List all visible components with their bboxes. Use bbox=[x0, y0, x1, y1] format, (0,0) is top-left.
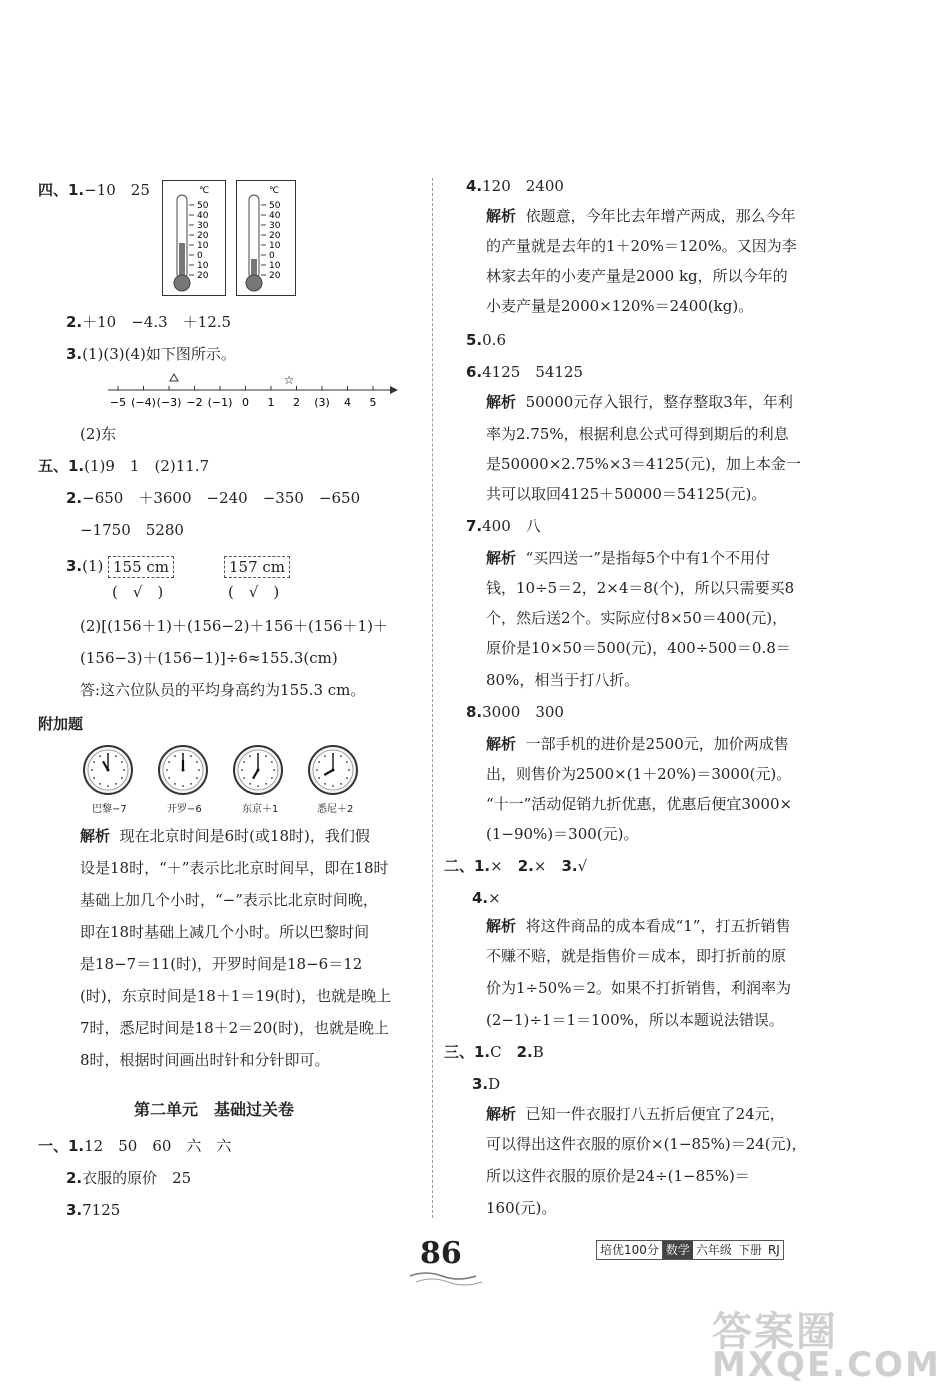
q-label: 3. bbox=[66, 345, 83, 363]
r-s2-line-2: 不赚不赔，就是指售价＝成本，即打折前的原 bbox=[486, 947, 787, 965]
thermometer-2 bbox=[236, 180, 296, 296]
q-label: 三、1. bbox=[444, 1043, 491, 1061]
answer-text: 0.6 bbox=[482, 331, 506, 349]
answer-text: B bbox=[532, 1043, 544, 1061]
answer-text: 7125 bbox=[82, 1201, 121, 1219]
q-label: 一、1. bbox=[38, 1137, 85, 1155]
extra-analysis-line-8: 8时，根据时间画出时针和分针即可。 bbox=[80, 1051, 330, 1069]
thermometer-1-drawing bbox=[163, 181, 225, 295]
r-q4-line-2: 的产量就是去年的1＋20%＝120%。又因为李 bbox=[486, 237, 797, 255]
r-q4-line-4: 小麦产量是2000×120%＝2400(kg)。 bbox=[486, 297, 754, 315]
unit2-q1 bbox=[38, 1136, 231, 1156]
tag-series: 培优100分 bbox=[597, 1241, 663, 1259]
watermark-url: MXQE.COM bbox=[712, 1345, 941, 1385]
therm-tick-label: 20 bbox=[269, 231, 281, 241]
check-1: ( √ ) bbox=[112, 583, 164, 601]
number-line-label: (3) bbox=[314, 396, 330, 409]
r-q7-line-2: 钱，10÷5＝2，2×4＝8(个)，所以只需要买8 bbox=[486, 579, 795, 597]
answer-text: × bbox=[533, 857, 562, 875]
height-box-2-text: 157 cm bbox=[224, 556, 290, 578]
answer-text: 12 50 60 六 六 bbox=[84, 1137, 232, 1155]
analysis-label: 解析 bbox=[486, 393, 517, 411]
thermometer-2-drawing bbox=[237, 181, 295, 295]
therm-tick-label: 10 bbox=[269, 241, 281, 251]
q-label: 3. bbox=[561, 857, 578, 875]
tag-grade: 六年级 bbox=[695, 1243, 732, 1257]
analysis-label: 解析 bbox=[486, 1105, 517, 1123]
number-line-label: (−3) bbox=[156, 396, 182, 409]
extra-analysis-line-1 bbox=[80, 826, 370, 846]
extra-analysis-line-2: 设是18时，“＋”表示比北京时间早，即在18时 bbox=[80, 859, 389, 877]
height-box-1 bbox=[108, 556, 174, 578]
clock-caption: 巴黎−7 bbox=[92, 804, 127, 815]
clock-caption: 开罗−6 bbox=[167, 804, 202, 815]
s5-q3 bbox=[66, 556, 103, 576]
therm-tick-label: 20 bbox=[269, 271, 281, 281]
analysis-text: 将这件商品的成本看成“1”，打五折销售 bbox=[525, 917, 791, 935]
therm-tick-label: 40 bbox=[197, 211, 209, 221]
therm-tick-label: 20 bbox=[197, 271, 209, 281]
r-s3-q3 bbox=[472, 1074, 500, 1094]
answer-text: D bbox=[488, 1075, 501, 1093]
s5-q2 bbox=[66, 488, 360, 508]
number-line-label: −5 bbox=[109, 396, 127, 409]
number-line-label: 5 bbox=[369, 396, 377, 409]
unit2-q2 bbox=[66, 1168, 191, 1188]
therm-ticks bbox=[189, 201, 209, 281]
s4-q3 bbox=[66, 344, 236, 364]
r-s2-line-4: (2−1)÷1＝1＝100%，所以本题说法错误。 bbox=[486, 1011, 784, 1029]
q-label: 4. bbox=[472, 889, 489, 907]
number-line-label: −2 bbox=[186, 396, 203, 409]
r-s3-line-2: 可以得出这件衣服的原价×(1−85%)＝24(元)， bbox=[486, 1135, 807, 1153]
analysis-text: 依题意，今年比去年增产两成，那么今年 bbox=[525, 207, 796, 225]
q-label: 6. bbox=[466, 363, 483, 381]
s5-q3-line3: (156−3)＋(156−1)]÷6≈155.3(cm) bbox=[80, 649, 338, 667]
unit2-q3 bbox=[66, 1200, 120, 1220]
clock-face-icon bbox=[82, 744, 134, 800]
q-label: 五、1. bbox=[38, 457, 85, 475]
s5-q2-line2: −1750 5280 bbox=[80, 521, 184, 539]
clock-drawing bbox=[157, 744, 209, 796]
number-line-label: 0 bbox=[242, 396, 249, 409]
r-q4-line-3: 林家去年的小麦产量是2000 kg，所以今年的 bbox=[486, 267, 788, 285]
analysis-text: 已知一件衣服打八五折后便宜了24元， bbox=[525, 1105, 785, 1123]
r-q8-line-4: (1−90%)＝300(元)。 bbox=[486, 825, 639, 843]
s4-q1 bbox=[38, 180, 150, 200]
analysis-label: 解析 bbox=[486, 917, 517, 935]
number-line-ticks bbox=[110, 386, 377, 409]
book-tag bbox=[596, 1240, 784, 1260]
q-label: 8. bbox=[466, 703, 483, 721]
q-label: 3. bbox=[472, 1075, 489, 1093]
extra-analysis-line-5: 是18−7＝11(时)，开罗时间是18−6＝12 bbox=[80, 955, 363, 973]
wave-ornament-icon bbox=[406, 1268, 486, 1286]
q-label: 二、1. bbox=[444, 857, 491, 875]
therm-tick-label: 0 bbox=[269, 251, 275, 261]
answer-text: 4125 54125 bbox=[482, 363, 584, 381]
thermometer-1 bbox=[162, 180, 226, 296]
answer-text: (1)9 1 (2)11.7 bbox=[84, 457, 210, 475]
number-line-label: (−4) bbox=[131, 396, 156, 409]
r-q4 bbox=[466, 176, 564, 196]
extra-analysis-line-4: 即在18时基础上减几个小时。所以巴黎时间 bbox=[80, 923, 370, 941]
analysis-label: 解析 bbox=[486, 207, 517, 225]
r-s2 bbox=[444, 856, 587, 876]
r-s3-line-4: 160(元)。 bbox=[486, 1199, 557, 1217]
answer-text: 衣服的原价 25 bbox=[82, 1169, 192, 1187]
page-number: 86 bbox=[420, 1236, 462, 1271]
answer-text: × bbox=[490, 857, 518, 875]
clock-face-icon bbox=[157, 744, 209, 800]
q-label: 3. bbox=[66, 557, 83, 575]
q-label: 2. bbox=[66, 489, 83, 507]
r-s2-line-1 bbox=[486, 916, 790, 936]
q-label: 四、1. bbox=[38, 181, 85, 199]
extra-analysis-line-6: (时)，东京时间是18＋1＝19(时)，也就是晚上 bbox=[80, 987, 392, 1005]
clock-drawing bbox=[232, 744, 284, 796]
r-s2-q4 bbox=[472, 888, 501, 908]
r-q4-line-1 bbox=[486, 206, 796, 226]
clock-drawing bbox=[82, 744, 134, 796]
r-q6-line-4: 共可以取回4125＋50000＝54125(元)。 bbox=[486, 485, 767, 503]
therm-tick-label: 30 bbox=[269, 221, 281, 231]
therm-tick-label: 10 bbox=[197, 241, 209, 251]
answer-text: −10 25 bbox=[84, 181, 150, 199]
r-q6 bbox=[466, 362, 583, 382]
analysis-label: 解析 bbox=[486, 735, 517, 753]
therm-tick-label: 50 bbox=[197, 201, 209, 211]
height-box-1-text: 155 cm bbox=[108, 556, 174, 578]
q-label: 2. bbox=[517, 857, 534, 875]
r-q8-line-3: “十一”活动促销九折优惠，优惠后便宜3000× bbox=[486, 795, 793, 813]
r-q7-line-3: 个，然后送2个。实际应付8×50＝400(元)， bbox=[486, 609, 788, 627]
column-divider bbox=[432, 178, 433, 1218]
r-q7 bbox=[466, 516, 541, 536]
analysis-text: 一部手机的进价是2500元，加价两成售 bbox=[525, 735, 789, 753]
analysis-label: 解析 bbox=[80, 827, 111, 845]
extra-title: 附加题 bbox=[38, 715, 84, 733]
clock-face-icon bbox=[307, 744, 359, 800]
number-line-label: (−1) bbox=[207, 396, 233, 409]
clock-caption: 东京＋1 bbox=[242, 804, 279, 815]
therm-tick-label: 10 bbox=[197, 261, 209, 271]
r-s2-line-3: 价为1÷50%＝2。如果不打折销售，利润率为 bbox=[486, 979, 791, 997]
therm-ticks bbox=[261, 201, 281, 281]
answer-text: × bbox=[488, 889, 501, 907]
analysis-text: “买四送一”是指每5个中有1个不用付 bbox=[525, 549, 770, 567]
answer-text: C bbox=[490, 1043, 517, 1061]
r-q5 bbox=[466, 330, 506, 350]
clock-drawing bbox=[307, 744, 359, 796]
r-q8-line-2: 出，则售价为2500×(1＋20%)＝3000(元)。 bbox=[486, 765, 792, 783]
q-label: 4. bbox=[466, 177, 483, 195]
answer-text: 120 2400 bbox=[482, 177, 564, 195]
therm-tick-label: 0 bbox=[197, 251, 203, 261]
tag-subject: 数学 bbox=[663, 1241, 693, 1259]
r-q6-line-1 bbox=[486, 392, 793, 412]
r-q6-line-2: 率为2.75%，根据利息公式可得到期后的利息 bbox=[486, 425, 789, 443]
r-s3-line-1 bbox=[486, 1104, 785, 1124]
check-2: ( √ ) bbox=[228, 583, 280, 601]
answer-text: 3000 300 bbox=[482, 703, 564, 721]
tag-term: 下册 bbox=[737, 1243, 762, 1257]
q-label: 2. bbox=[66, 1169, 83, 1187]
answer-text: √ bbox=[577, 857, 588, 875]
tag-edition: RJ bbox=[767, 1243, 780, 1257]
r-s3 bbox=[444, 1042, 544, 1062]
r-q6-line-3: 是50000×2.75%×3＝4125(元)，加上本金一 bbox=[486, 455, 801, 473]
clock-caption: 悉尼＋2 bbox=[317, 804, 354, 815]
answer-text: (1) bbox=[82, 557, 104, 575]
q-label: 2. bbox=[66, 313, 83, 331]
unit2-title: 第二单元 基础过关卷 bbox=[134, 1100, 295, 1119]
therm-unit: ℃ bbox=[199, 186, 210, 196]
extra-analysis-line-3: 基础上加几个小时，“−”表示比北京时间晚， bbox=[80, 891, 378, 909]
therm-tick-label: 30 bbox=[197, 221, 209, 231]
number-line-label: 1 bbox=[267, 396, 275, 409]
r-q8-line-1 bbox=[486, 734, 789, 754]
number-line bbox=[100, 372, 400, 412]
watermark-logo: 答案圈 bbox=[712, 1309, 838, 1355]
q-label: 2. bbox=[516, 1043, 533, 1061]
therm-unit: ℃ bbox=[269, 186, 280, 196]
s5-q3-line2: (2)[(156＋1)＋(156−2)＋156＋(156＋1)＋ bbox=[80, 617, 388, 635]
q-label: 5. bbox=[466, 331, 483, 349]
therm-tick-label: 10 bbox=[269, 261, 281, 271]
s5-q1 bbox=[38, 456, 209, 476]
q-label: 7. bbox=[466, 517, 483, 535]
extra-analysis-line-7: 7时，悉尼时间是18＋2＝20(时)，也就是晚上 bbox=[80, 1019, 389, 1037]
r-q8 bbox=[466, 702, 564, 722]
r-s3-line-3: 所以这件衣服的原价是24÷(1−85%)＝ bbox=[486, 1167, 750, 1185]
number-line-label: 2 bbox=[293, 396, 300, 409]
answer-text: ＋10 −4.3 ＋12.5 bbox=[82, 313, 232, 331]
star-marker: ☆ bbox=[283, 373, 295, 387]
therm-tick-label: 20 bbox=[197, 231, 209, 241]
s4-q2 bbox=[66, 312, 231, 332]
s5-q3-answer: 答:这六位队员的平均身高约为155.3 cm。 bbox=[80, 681, 366, 699]
q-label: 3. bbox=[66, 1201, 83, 1219]
answer-text: −650 ＋3600 −240 −350 −650 bbox=[82, 489, 361, 507]
answer-text: 400 八 bbox=[482, 517, 541, 535]
clock-face-icon bbox=[232, 744, 284, 800]
r-q7-line-1 bbox=[486, 548, 770, 568]
number-line-label: 4 bbox=[344, 396, 351, 409]
analysis-text: 现在北京时间是6时(或18时)，我们假 bbox=[119, 827, 370, 845]
analysis-label: 解析 bbox=[486, 549, 517, 567]
answer-text: (1)(3)(4)如下图所示。 bbox=[82, 345, 236, 363]
therm-tick-label: 50 bbox=[269, 201, 281, 211]
triangle-marker bbox=[170, 374, 178, 381]
therm-tick-label: 40 bbox=[269, 211, 281, 221]
s4-q3-sub2: (2)东 bbox=[80, 425, 117, 443]
height-box-2 bbox=[224, 556, 290, 578]
r-q7-line-5: 80%，相当于打八折。 bbox=[486, 671, 640, 689]
analysis-text: 50000元存入银行，整存整取3年，年利 bbox=[525, 393, 793, 411]
r-q7-line-4: 原价是10×50＝500(元)，400÷500＝0.8＝ bbox=[486, 639, 791, 657]
